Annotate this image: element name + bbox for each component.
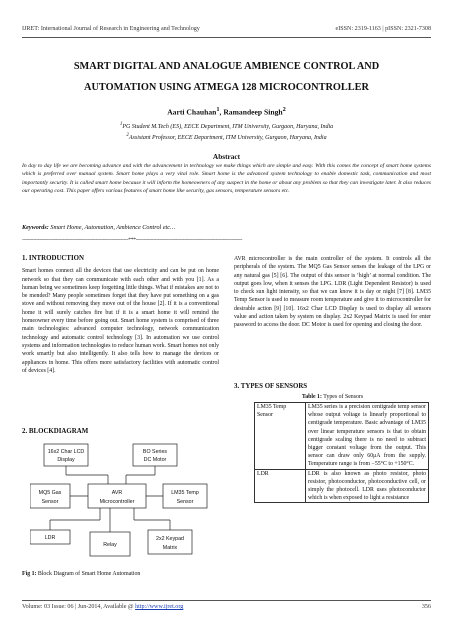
lcd-label-2: Display [57, 457, 75, 463]
temp-label-2: Sensor [176, 499, 194, 505]
section-separator: --------------------------------------------------------------------***-------------------------------------------------------------------- [22, 237, 243, 243]
page-number: 356 [421, 604, 431, 610]
sensor-name-ldr: LDR [255, 469, 306, 503]
affiliation-1-sup: 1 [119, 122, 123, 127]
keypad-label-1: 2x2 Keypad [156, 536, 184, 542]
affiliation-1 [0, 121, 453, 132]
relay-label: Relay [103, 542, 117, 548]
author-list [0, 106, 453, 117]
block-diagram [30, 442, 213, 562]
lcd-label-1: 16x2 Char LCD [47, 449, 85, 455]
journal-name: IJRET: International Journal of Research in Engineering and Technology [22, 26, 200, 32]
keywords [22, 224, 431, 231]
header-rule [22, 37, 431, 38]
figure-caption [22, 571, 140, 577]
keypad-label-2: Matrix [162, 545, 178, 551]
table-row [255, 403, 429, 470]
gas-label-2: Sensor [41, 499, 59, 505]
sensors-table [254, 402, 429, 503]
footer-volume [22, 604, 183, 610]
table-caption-text: Types of Sensors [321, 394, 364, 400]
issn: eISSN: 2319-1163 | pISSN: 2321-7308 [335, 26, 431, 32]
running-header [22, 26, 431, 36]
keywords-label: Keywords: [22, 224, 49, 231]
gas-label-1: MQ5 Gas [38, 490, 62, 496]
table-caption [234, 394, 431, 400]
right-column-text: AVR microcontroller is the main controller of the system. It controls all the peripherals of the system. The MQ5 Gas Sensor senses the leakage of the LPG or any natural gas [5] [6]. The output of this sensor is ‘high’ at normal condition. The output goes low, when it senses the LPG. LDR (Light Dependent Resistor) is used to check sun light intensity, so that we can know it is day or night [7] [8]. LM35 Temp Sensor is used to measure room temperature and give it to microcontroller for desirable action [9] [10]. 16x2 Char LCD Display is used to display all sensors value and action taken by system on display. 2x2 Keypad Matrix is used for enter password to access the door. DC Motor is used for opening and closing the door. [234, 256, 431, 329]
affiliation-2-text: Assistant Professor, EECE Department, ITM University, Gurgaon, Haryana, India [128, 134, 327, 141]
sensors-heading: 3. TYPES OF SENSORS [234, 383, 308, 390]
affiliation-2 [0, 132, 453, 143]
keywords-text: Smart Home, Automation, Ambience Control etc… [48, 224, 176, 231]
bo-label-2: DC Motor [143, 457, 167, 463]
avr-label-2: Microcontroller [99, 499, 135, 505]
affiliation-2-sup: 2 [126, 132, 129, 138]
sensor-name-lm35: LM35 Temp Sensor [255, 403, 306, 470]
block-diagram-heading: 2. BLOCKDIAGRAM [22, 428, 89, 435]
table-caption-label: Table 1: [301, 394, 322, 400]
affiliations [0, 121, 453, 142]
left-column [22, 255, 219, 375]
bo-label-1: BO Series [142, 449, 168, 455]
table-row [255, 469, 429, 503]
author-sep: , [219, 107, 224, 117]
ldr-label: LDR [44, 535, 56, 541]
intro-heading: 1. INTRODUCTION [22, 255, 85, 262]
paper-title [20, 56, 433, 98]
title-line-2: AUTOMATION USING ATMEGA 128 MICROCONTROLLER [84, 82, 369, 93]
footer-rule [22, 600, 431, 601]
sensor-desc-ldr: LDR is also known as photo resistor, photo resistor, photoconductor, photoconductive cell, or simply the photocell. LDR uses photoconductor which is when exposed to light a resistance [306, 469, 429, 503]
affiliation-1-text: PG Student M.Tech (ES), EECE Department, ITM University, Gurgaon, Haryana, India [122, 124, 334, 130]
abstract-heading: Abstract [212, 152, 241, 161]
sensor-desc-lm35: LM35 series is a precision centigrade temp sensor whose output voltage is linearly proportional to centigrade temperature. Basic advantage of LM35 over linear temperature sensors is that to obtain centigrade scaling there is no need to subtract bigger constant voltage from the output. This sensor can draw only 60μA from the supply. Temperature range is from −55°C to +150°C. [306, 403, 429, 470]
author-1-sup: 1 [216, 106, 220, 113]
intro-text: Smart homes connect all the devices that use electricity and can be put on home network so that they can communicate with each other and with you [1]. As a human being we sometimes keep forgetting little things. What if mistakes are not to be mended? Many people sometimes forget that they have put something on a gas stove and without removing they move out of the house [2]. If it is a conventional home it will surely catches fire but if it is a smart home it will remind the homeowner every time before going out. Smart home system is comprised of three main technologies: advanced computer technology, network communication technology and automatic control technology [3]. In automation we use control systems and information technologies to reduce human work. Smart homes not only work smartly but also intelligently. It also tells how to manage the devices or appliances in home. This offers more satisfactory facilities with automatic control of devices [4]. [22, 268, 219, 374]
temp-label-1: LM35 Temp [171, 490, 199, 496]
author-2-sup: 2 [282, 106, 286, 113]
figure-caption-label: Fig 1: [22, 571, 37, 577]
footer-volume-text: Volume: 03 Issue: 06 | Jun-2014, Available @ [22, 604, 136, 610]
abstract-text: In day to day life we are becoming advance and with the advancement in technology we make things which are simple and easy. With this comes the concept of smart home systems which is preferred over manual system. Smart home plays a very vital role. Smart home is the advanced system technology to enable domestic task, communication and most importantly security. It is called smart home because it will inform the homeowners of any suspect in the home or about any problem so that they can investigate later. It also reduces our operating cost. This paper offers various features of smart home like security, gas sensors, temperature sensors etc. [22, 163, 431, 194]
journal-link[interactable]: http://www.ijret.org [135, 604, 184, 610]
title-line-1: SMART DIGITAL AND ANALOGUE AMBIENCE CONTROL AND [73, 61, 380, 72]
avr-label-1: AVR [111, 490, 123, 496]
author-2: Ramandeep Singh [223, 107, 283, 117]
figure-caption-text: Block Diagram of Smart Home Automation [36, 571, 141, 577]
author-1: Aarti Chauhan [167, 107, 217, 117]
